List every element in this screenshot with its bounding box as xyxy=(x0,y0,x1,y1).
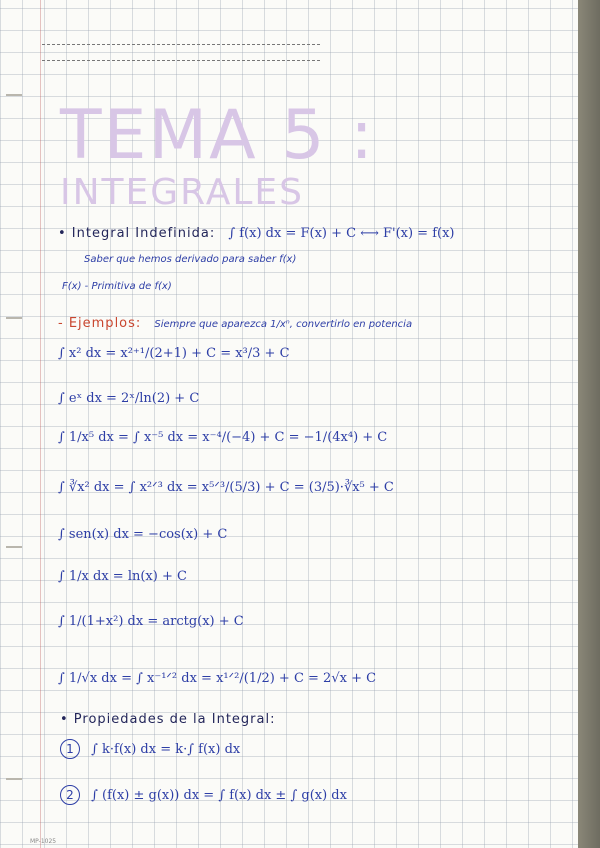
definition-row xyxy=(58,222,455,241)
example-formula: ∫ ∛x² dx = ∫ x²ᐟ³ dx = x⁵ᐟ³/(5/3) + C = (3/5)·∛x⁵ + C xyxy=(58,480,394,495)
example-formula: ∫ x² dx = x²⁺¹/(2+1) + C = x³/3 + C xyxy=(58,346,290,361)
margin-line xyxy=(40,0,41,848)
examples-heading: - Ejemplos: xyxy=(58,316,142,331)
example-formula: ∫ sen(x) dx = −cos(x) + C xyxy=(58,527,228,542)
note-line: Saber que hemos derivado para saber f(x) xyxy=(84,254,297,265)
example-formula: ∫ 1/(1+x²) dx = arctg(x) + C xyxy=(58,614,244,629)
property-formula: ∫ (f(x) ± g(x)) dx = ∫ f(x) dx ± ∫ g(x) dx xyxy=(91,788,347,803)
header-dashed-line xyxy=(42,60,320,61)
examples-note: Siempre que aparezca 1/xⁿ, convertirlo en potencia xyxy=(154,319,413,330)
property-row xyxy=(60,784,347,805)
examples-row xyxy=(58,312,412,331)
page-subtitle: INTEGRALES xyxy=(60,172,305,213)
page-title: TEMA 5 : xyxy=(60,96,376,175)
section-heading: • Integral Indefinida: xyxy=(58,226,216,241)
binder-hole-mark xyxy=(6,546,22,548)
example-formula: ∫ 1/x⁵ dx = ∫ x⁻⁵ dx = x⁻⁴/(−4) + C = −1/(4x⁴) + C xyxy=(58,430,388,445)
property-number: 2 xyxy=(60,785,80,805)
property-number: 1 xyxy=(60,739,80,759)
footer-code: MP-1025 xyxy=(30,838,57,845)
property-row xyxy=(60,738,240,759)
note-line: F(x) - Primitiva de f(x) xyxy=(62,281,172,292)
binder-hole-mark xyxy=(6,94,22,96)
section-heading: • Propiedades de la Integral: xyxy=(60,712,276,727)
example-formula: ∫ 1/√x dx = ∫ x⁻¹ᐟ² dx = x¹ᐟ²/(1/2) + C = 2√x + C xyxy=(58,671,377,686)
example-formula: ∫ eˣ dx = 2ˣ/ln(2) + C xyxy=(58,391,200,406)
binder-hole-mark xyxy=(6,317,22,319)
page-edge-strip xyxy=(578,0,600,848)
definition-formula: ∫ f(x) dx = F(x) + C ⟷ F'(x) = f(x) xyxy=(228,226,455,241)
example-formula: ∫ 1/x dx = ln(x) + C xyxy=(58,569,187,584)
property-formula: ∫ k·f(x) dx = k·∫ f(x) dx xyxy=(91,742,241,757)
header-dashed-line xyxy=(42,44,320,45)
binder-hole-mark xyxy=(6,778,22,780)
